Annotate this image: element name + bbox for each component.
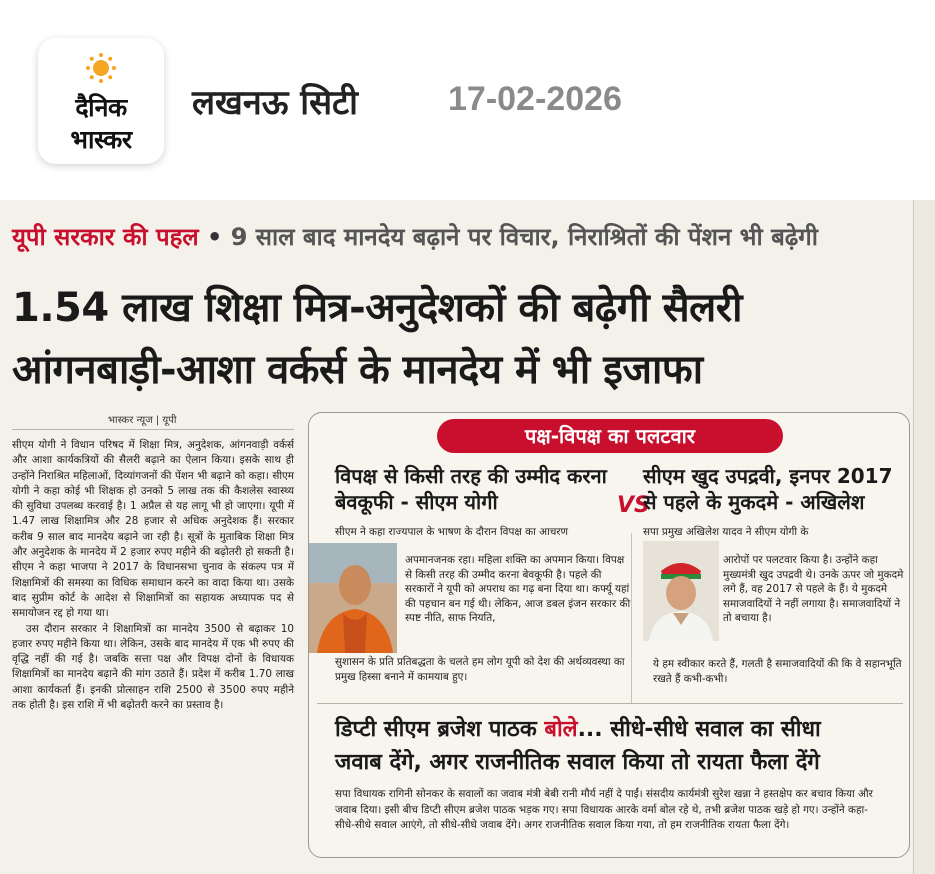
paksh-vipaksh-box xyxy=(308,412,910,858)
deputy-cm-headline-line-1 xyxy=(335,713,895,743)
yogi-photo xyxy=(309,543,397,653)
byline: भास्कर न्यूज | यूपी xyxy=(108,415,177,426)
deputy-cm-text: सपा विधायक रागिनी सोनकर के सवालों का जवाब मंत्री बेबी रानी मौर्य नहीं दे पाईं। संसदीय कार्यमंत्री सुरेश खन्ना ने हस्तक्षेप कर बचाव किया और जवाब दिया। इसी बीच डिप्टी सीएम ब्रजेश पाठक भड़क गए। सपा विधायक आरके वर्मा बोल रहे थे, तभी ब्रजेश पाठक खड़े हो गए। उन्होंने कहा- सीधे-सीधे सवाल आएंगे, तो सीधे-सीधे जवाब देंगे। अगर राजनीतिक सवाल किया गया, तो हम राजनीतिक रायता फैला देंगे। xyxy=(335,788,873,831)
box-divider xyxy=(317,703,903,704)
akhilesh-panel-intro: सपा प्रमुख अखिलेश यादव ने सीएम योगी के xyxy=(643,526,809,538)
kicker-label: यूपी सरकार की पहल xyxy=(12,223,199,251)
app-header xyxy=(0,0,935,190)
deputy-headline-end: ... सीधे-सीधे सवाल का सीधा xyxy=(577,717,821,742)
body-paragraph-1: सीएम योगी ने विधान परिषद में शिक्षा मित्र, अनुदेशक, आंगनवाड़ी वर्कर्स और आशा कार्यकत्रियों की सैलरी बढ़ाने का ऐलान किया। इसके साथ ही उन्होंने निराश्रित महिलाओं, दिव्यांगजनों की पेंशन भी बढ़ाने को कहा। सीएम योगी ने कहा कोई भी शिक्षक हो उनको 5 लाख तक की कैशलेस स्वास्थ्य की सुविधा उपलब्ध करवाई है। 1 अप्रैल से यह लागू भी हो जाएगा। यूपी में 1.47 लाख शिक्षामित्र और 28 हजार से अधिक अनुदेशक हैं। सरकार करीब 9 साल बाद मानदेय बढ़ाने जा रही है। सूत्रों के मुताबिक शिक्षा मित्र और अनुदेशक के मानदेय में 2 हजार रुपए महीने की बढ़ोतरी हो सकती है। सीएम ने कहा भाजपा ने 2017 के विधानसभा चुनाव के संकल्प पत्र में शिक्षामित्रों की समस्या का विधिक समाधान करने का वादा किया था। उसके बाद सुप्रीम कोर्ट के आदेश से शिक्षामित्रों का सहायक अध्यापक पद से समायोजन रद्द हो गया था। xyxy=(12,439,294,620)
panel-divider xyxy=(631,533,632,703)
byline-divider xyxy=(12,429,294,430)
logo-text-line2: भास्कर xyxy=(70,125,132,154)
newspaper-clipping xyxy=(0,200,935,874)
dainik-bhaskar-logo[interactable] xyxy=(38,38,164,164)
versus-label: VS xyxy=(617,493,650,518)
logo-text-line1: दैनिक xyxy=(75,93,127,122)
yogi-panel-text: अपमानजनक रहा। महिला शक्ति का अपमान किया। विपक्ष से किसी तरह की उम्मीद करना बेवकूफी है। पहले की सरकारों ने यूपी को अपराध का गढ़ बना दिया था। कर्फ्यू यहां की पहचान बन गई थी। लेकिन, आज डबल इंजन सरकार की स्पष्ट नीति, साफ नियति, xyxy=(405,554,631,625)
yogi-panel-intro: सीएम ने कहा राज्यपाल के भाषण के दौरान विपक्ष का आचरण xyxy=(335,526,569,538)
akhilesh-panel-title: सीएम खुद उपद्रवी, इनपर 2017 से पहले के मुकदमे - अखिलेश xyxy=(643,464,893,514)
sun-icon xyxy=(85,52,117,84)
edition-date: 17-02-2026 xyxy=(448,80,622,118)
deputy-headline-start: डिप्टी सीएम ब्रजेश पाठक xyxy=(335,717,545,742)
yogi-panel-title: विपक्ष से किसी तरह की उम्मीद करना बेवकूफी - सीएम योगी xyxy=(335,464,607,514)
headline-line-1: 1.54 लाख शिक्षा मित्र-अनुदेशकों की बढ़ेगी सैलरी xyxy=(12,285,742,331)
article-kicker xyxy=(12,220,912,253)
akhilesh-portrait-icon xyxy=(643,541,719,641)
deputy-headline-highlight: बोले xyxy=(544,717,578,742)
body-paragraph-2: उस दौरान सरकार ने शिक्षामित्रों का मानदेय 3500 से बढ़ाकर 10 हजार रुपए महीने किया था। लेकिन, उसके बाद मानदेय में एक भी रुपए की वृद्धि नहीं की गई है। जबकि सत्ता पक्ष और विपक्ष दोनों के विधायक शिक्षामित्रों का मानदेय बढ़ाने की मांग उठाते हैं। प्रदेश में करीब 1.70 लाख आशा कार्यकर्ता हैं। इनकी प्रोत्साहन राशि 2500 से 3500 रुपए महीने तक होती है। इस राशि में भी बढ़ोतरी करने का प्रस्ताव है। xyxy=(12,622,294,712)
yogi-portrait-icon xyxy=(309,543,397,653)
adjacent-column-edge xyxy=(913,200,935,874)
edition-title: लखनऊ सिटी xyxy=(192,83,358,123)
kicker-bullet: • xyxy=(207,223,223,251)
headline-line-2: आंगनबाड़ी-आशा वर्कर्स के मानदेय में भी इजाफा xyxy=(12,347,703,393)
akhilesh-photo xyxy=(643,541,719,641)
deputy-cm-headline-line-2: जवाब देंगे, अगर राजनीतिक सवाल किया तो रायता फैला देंगे xyxy=(335,750,820,775)
article-body xyxy=(12,438,294,713)
akhilesh-panel-text: आरोपों पर पलटवार किया है। उन्होंने कहा मुख्यमंत्री खुद उपद्रवी थे। उनके ऊपर जो मुकदमे लगे हैं, वह 2017 से पहले के हैं। ये मुकदमे समाजवादियों ने नहीं लगाया है। समाजवादियों ने तो बचाया है। xyxy=(723,554,904,625)
akhilesh-panel-tail: ये हम स्वीकार करते हैं, गलती है समाजवादियों की कि वे सहानभूति रखते हैं कभी-कभी। xyxy=(653,658,902,685)
box-banner: पक्ष-विपक्ष का पलटवार xyxy=(437,419,783,453)
yogi-panel-tail: सुशासन के प्रति प्रतिबद्धता के चलते हम लोग यूपी को देश की अर्थव्यवस्था का प्रमुख हिस्सा बनाने में कामयाब हुए। xyxy=(335,656,625,683)
kicker-subtitle: 9 साल बाद मानदेय बढ़ाने पर विचार, निराश्रितों की पेंशन भी बढ़ेगी xyxy=(230,223,819,251)
